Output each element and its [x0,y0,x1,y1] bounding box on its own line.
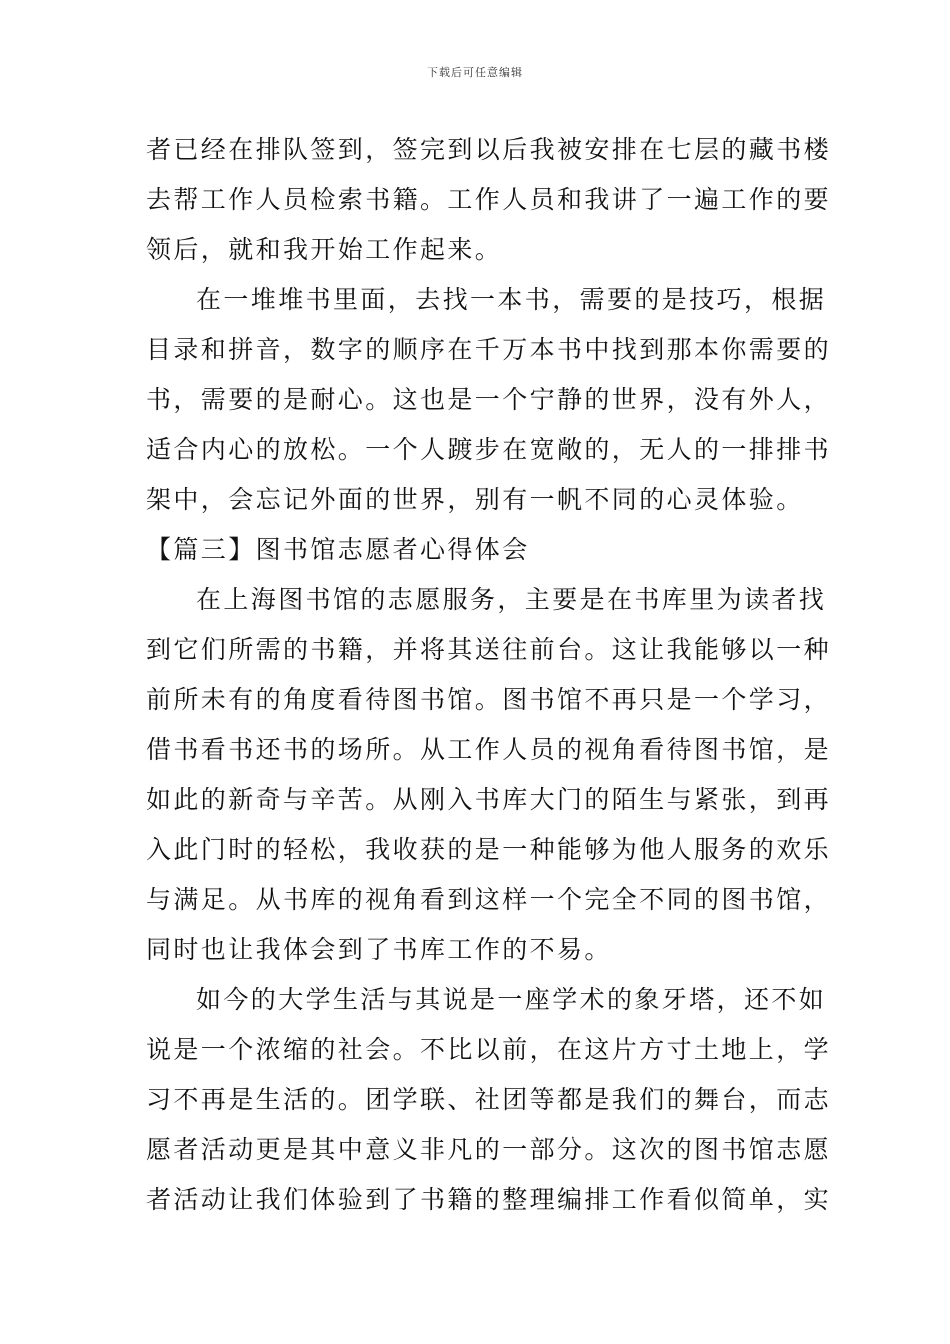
text-line: 愿者活动更是其中意义非凡的一部分。这次的图书馆志愿 [146,1135,832,1164]
text-line: 在一堆堆书里面，去找一本书，需要的是技巧，根据 [196,285,827,314]
text-line: 在上海图书馆的志愿服务，主要是在书库里为读者找 [196,585,827,614]
text-line: 同时也让我体会到了书库工作的不易。 [146,935,612,964]
text-line: 领后，就和我开始工作起来。 [146,235,503,264]
text-line: 习不再是生活的。团学联、社团等都是我们的舞台，而志 [146,1085,832,1114]
text-line: 前所未有的角度看待图书馆。图书馆不再只是一个学习， [146,685,832,714]
text-line: 借书看书还书的场所。从工作人员的视角看待图书馆，是 [146,735,832,764]
header-note: 下载后可任意编辑 [427,66,523,79]
text-line: 者活动让我们体验到了书籍的整理编排工作看似简单，实 [146,1185,832,1214]
text-line: 与满足。从书库的视角看到这样一个完全不同的图书馆， [146,885,832,914]
section-heading: 【篇三】图书馆志愿者心得体会 [146,535,530,564]
text-line: 如此的新奇与辛苦。从刚入书库大门的陌生与紧张，到再 [146,785,832,814]
text-line: 目录和拼音，数字的顺序在千万本书中找到那本你需要的 [146,335,832,364]
text-line: 架中，会忘记外面的世界，别有一帆不同的心灵体验。 [146,485,804,514]
text-line: 书，需要的是耐心。这也是一个宁静的世界，没有外人， [146,385,832,414]
text-line: 适合内心的放松。一个人踱步在宽敞的，无人的一排排书 [146,435,832,464]
text-line: 者已经在排队签到，签完到以后我被安排在七层的藏书楼 [146,135,832,164]
text-line: 入此门时的轻松，我收获的是一种能够为他人服务的欢乐 [146,835,832,864]
text-line: 去帮工作人员检索书籍。工作人员和我讲了一遍工作的要 [146,185,832,214]
text-line: 如今的大学生活与其说是一座学术的象牙塔，还不如 [196,985,827,1014]
text-line: 说是一个浓缩的社会。不比以前，在这片方寸土地上，学 [146,1035,832,1064]
text-line: 到它们所需的书籍，并将其送往前台。这让我能够以一种 [146,635,832,664]
